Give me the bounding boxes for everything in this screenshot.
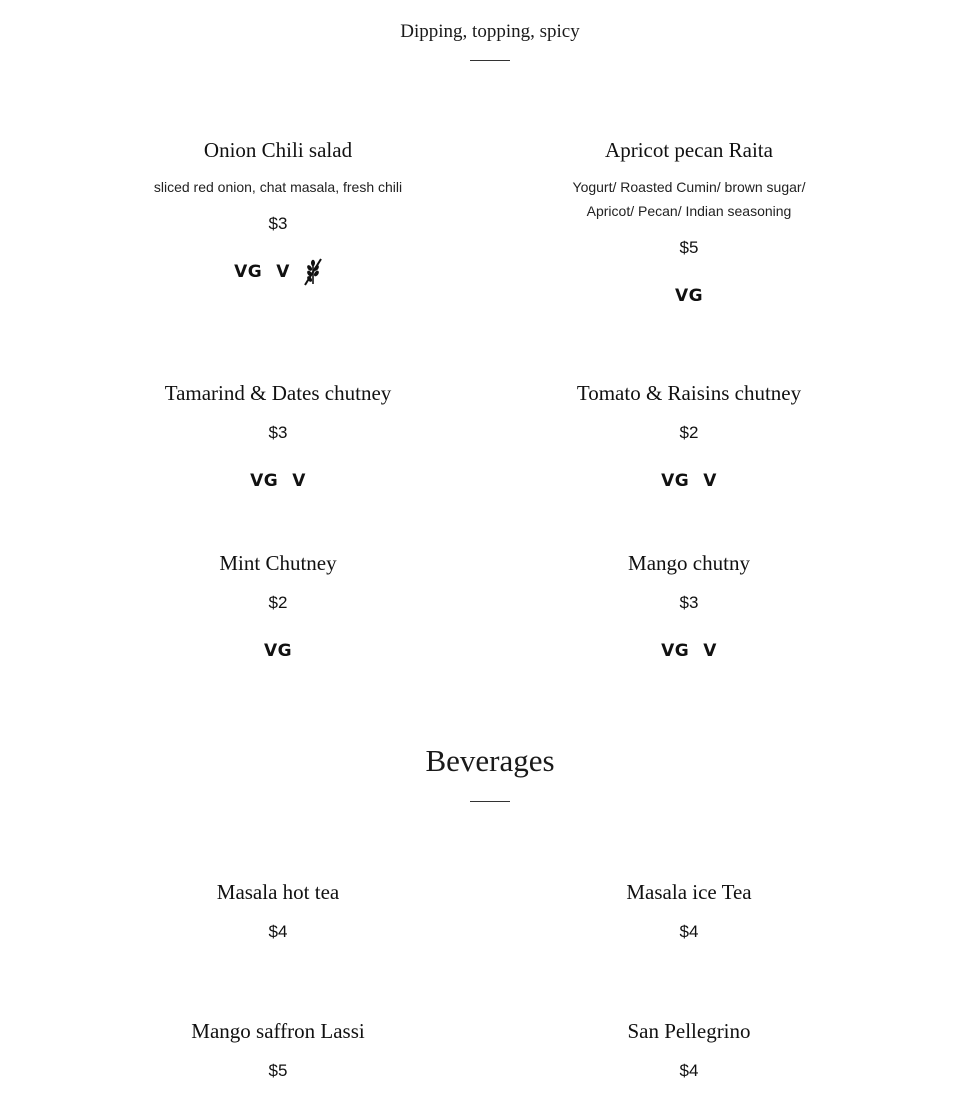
item-name: Mango chutny [628,551,750,575]
dietary-tags [539,638,839,664]
dietary-tags [128,638,428,664]
item-price: $4 [268,922,288,941]
item-description [539,175,839,223]
menu-item-tamarind-dates-chutney [128,380,428,494]
menu-item-tomato-raisins-chutney [539,380,839,494]
vegetarian-tag: V [703,641,717,661]
menu-item-onion-chili-salad [128,137,428,285]
vegetarian-tag: V [703,471,717,491]
item-name: San Pellegrino [627,1019,751,1043]
vegan-tag: VG [250,471,279,491]
item-price: $2 [268,593,288,612]
vegan-tag: VG [263,641,293,661]
menu-item-masala-ice-tea [539,879,839,943]
item-price: $3 [268,214,288,233]
menu-item-masala-hot-tea [128,879,428,943]
item-price: $4 [679,922,699,941]
item-price: $5 [679,238,699,257]
vegan-tag: VG [674,286,704,306]
dietary-tags [539,283,839,309]
item-price: $4 [679,1061,699,1080]
dietary-tags [128,468,428,494]
menu-item-mango-saffron-lassi [128,1018,428,1082]
description-line: Yogurt/ Roasted Cumin/ brown sugar/ [572,179,806,195]
menu-item-mango-chutny [539,550,839,664]
dietary-tags [539,468,839,494]
item-name: Tamarind & Dates chutney [164,381,392,405]
vegan-tag: VG [234,262,263,282]
section-title-dipping: Dipping, topping, spicy [400,21,580,42]
item-name: Mango saffron Lassi [191,1019,365,1043]
section-title-beverages: Beverages [425,743,555,778]
item-price: $3 [268,423,288,442]
menu-item-apricot-pecan-raita [539,137,839,309]
gluten-free-wheat-icon [304,258,322,286]
item-name: Tomato & Raisins chutney [576,381,802,405]
menu-item-san-pellegrino [539,1018,839,1082]
item-name: Onion Chili salad [203,138,353,162]
item-price: $5 [268,1061,288,1080]
dietary-tags [128,259,428,285]
item-name: Masala hot tea [216,880,340,904]
section-divider [470,801,510,802]
vegetarian-tag: V [292,471,306,491]
item-name: Apricot pecan Raita [605,138,773,162]
vegetarian-tag: V [276,262,290,282]
item-price: $2 [679,423,699,442]
section-divider [470,60,510,61]
item-description: sliced red onion, chat masala, fresh chili [153,179,403,195]
item-price: $3 [679,593,699,612]
item-name: Masala ice Tea [626,880,752,904]
description-line: Apricot/ Pecan/ Indian seasoning [586,203,792,219]
vegan-tag: VG [661,471,690,491]
menu-item-mint-chutney [128,550,428,664]
item-name: Mint Chutney [219,551,337,575]
vegan-tag: VG [661,641,690,661]
